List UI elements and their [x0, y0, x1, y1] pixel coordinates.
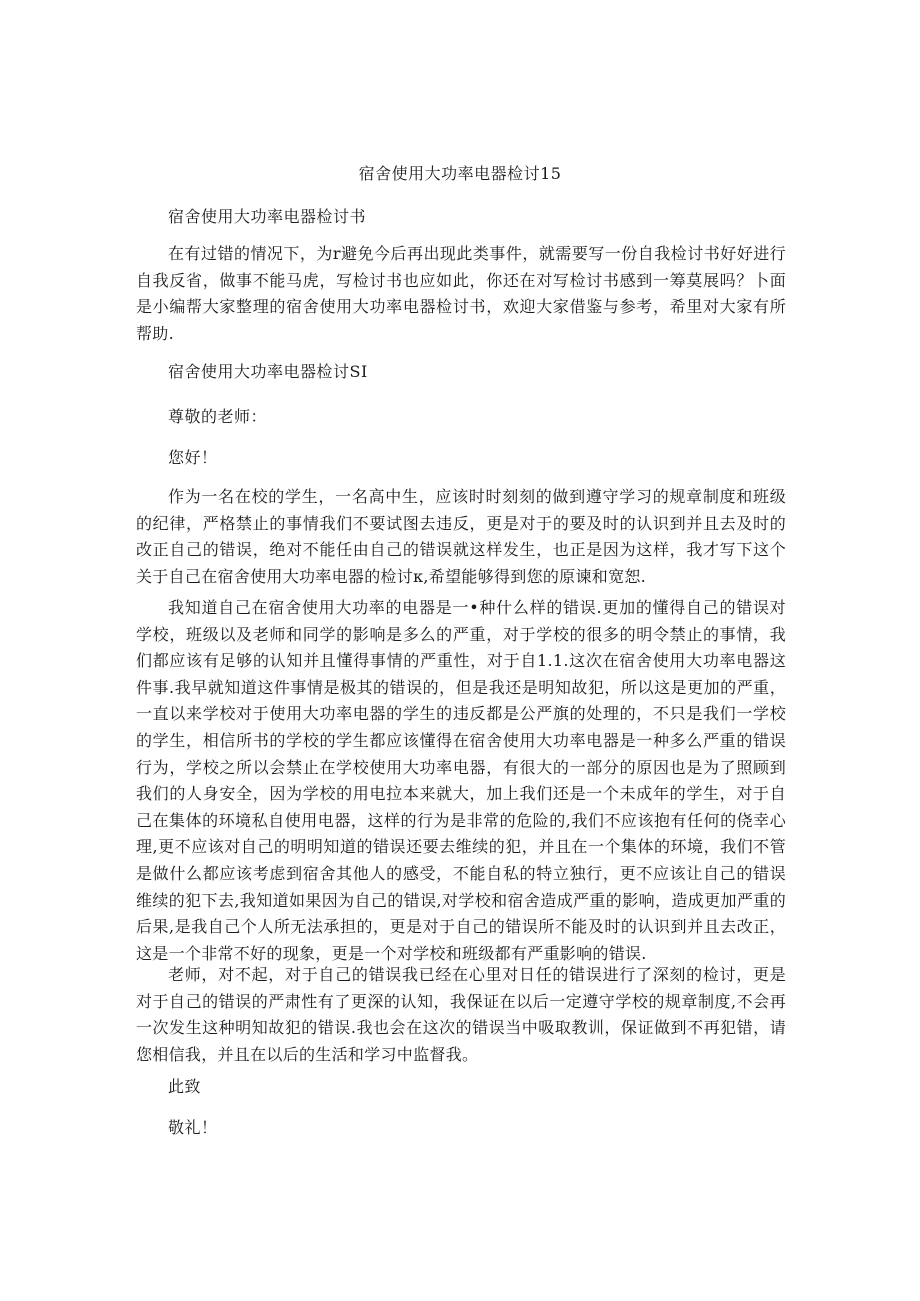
body-paragraph-3: 老师，对不起，对于自己的错误我已经在心里对日任的错误进行了深刻的检讨，更是对于自己的错误的严肃性有了更深的认知，我保证在以后一定遵守学校的规章制度,不会再一次发生这种明知故犯的错误.我也会在这次的错误当中吸取教训，保证做到不再犯错，请您相信我，并且在以后的生活和学习中监督我。 — [136, 965, 786, 1064]
document-subtitle: 宿舍使用大功率电器检讨书 — [168, 207, 367, 226]
body-paragraph-2: 我知道自己在宿舍使用大功率的电器是一•种什么样的错误.更加的懂得自己的错误对学校，班级以及老师和同学的影响是多么的严重，对于学校的很多的明令禁止的事情，我们都应该有足够的认知并且懂得事情的严重性，对于自1.1.这次在宿舍使用大功率电器这件事.我早就知道这件事情是极其的错误的，但是我还是明知故犯，所以这是更加的严重，一直以来学校对于使用大功率电器的学生的违反都是公严旗的处理的，不只是我们一学校的学生，相信所书的学校的学生都应该懂得在宿舍使用大功率电器是一种多么严重的错误行为，学校之所以会禁止在学校使用大功率电器，有很大的一部分的原因也是为了照顾到我们的人身安全，因为学校的用电拉本来就大，加上我们还是一个未成年的学生，对于自己在集体的环境私自使用电器，这样的行为是非常的危险的,我们不应该抱有任何的侥幸心理,更不应该对自己的明明知道的错误还要去维续的犯，并且在一个集体的环境，我们不管是做什么都应该考虑到宿舍其他人的感受，不能自私的特立独行，更不应该让自己的错误维续的犯下去,我知道如果因为自己的错误,对学校和宿舍造成严重的影响，造成更加严重的后果,是我自己个人所无法承担的，更是对于自己的错误所不能及时的认识到并且去改正，这是一个非常不好的现象，更是一个对学校和班级都有严重影响的错误. — [136, 598, 786, 963]
section-heading: 宿舍使用大功率电器检讨SI — [168, 362, 368, 381]
document-title: 宿舍使用大功率电器检讨15 — [358, 164, 562, 183]
intro-paragraph: 在有过错的情况下，为r避免今后再出现此类事件，就需要写一份自我检讨书好好进行自我反省，做事不能马虎，写检讨书也应如此，你还在对写检讨书感到一筹莫展吗？卜面是小编帮大家整理的宿舍使用大功率电器检讨书，欢迎大家借鉴与参考，希里对大家有所帮助. — [136, 244, 786, 343]
closing-line-2: 敬礼！ — [168, 1118, 218, 1137]
body-paragraph-1: 作为一名在校的学生，一名高中生，应该时时刻刻的做到遵守学习的规章制度和班级的纪律，严格禁止的事情我们不要试图去违反，更是对于的要及时的认识到并且去及时的改正自己的错误，绝对不能任由自己的错误就这样发生，也正是因为这样，我才写下这个关于自己在宿舍使用大功率电器的检讨κ,希望能够得到您的原谏和宽恕. — [136, 487, 786, 586]
closing-line-1: 此致 — [168, 1077, 202, 1096]
greeting: 您好！ — [168, 448, 218, 467]
salutation: 尊敬的老师： — [168, 407, 268, 426]
